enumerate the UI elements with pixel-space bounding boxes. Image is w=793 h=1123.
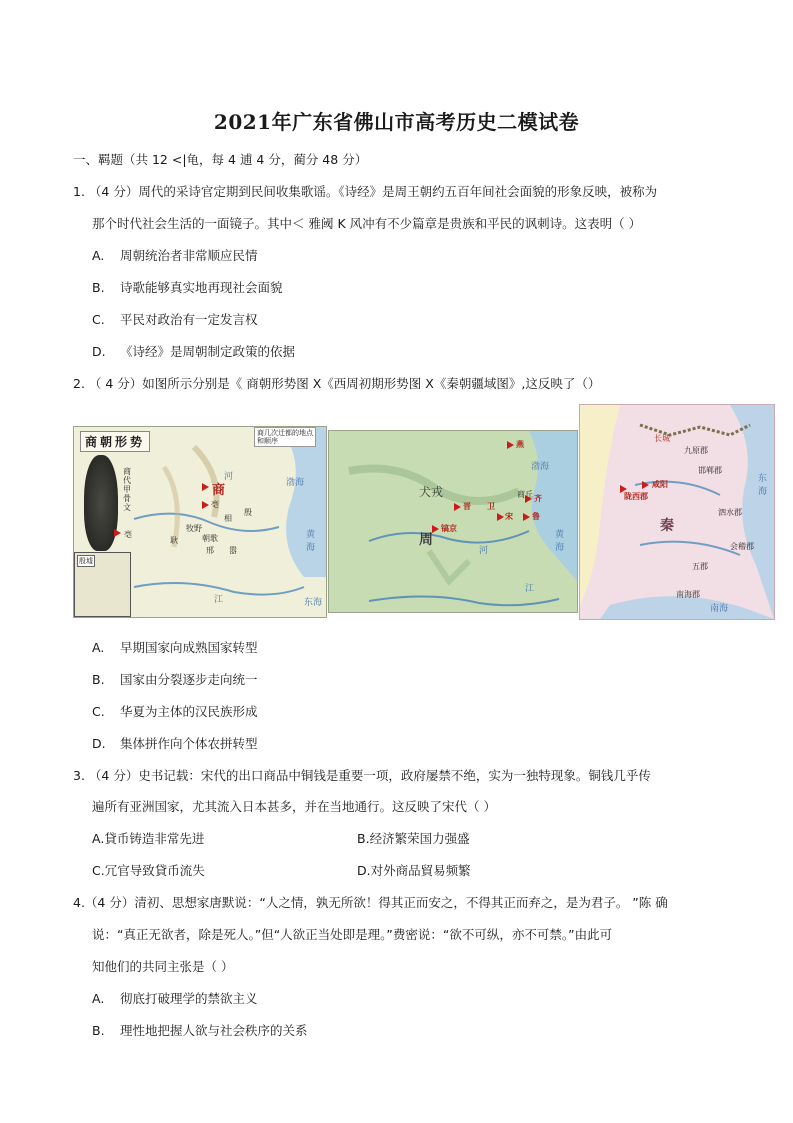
capital-flag xyxy=(507,441,514,449)
page-title: 2021年广东省佛山市高考历史二模试卷 xyxy=(213,110,580,134)
place-label: 殷 xyxy=(244,508,252,517)
water-label: 黄海 xyxy=(555,530,565,553)
map-title: 商朝形势 xyxy=(80,431,150,452)
question-2-option-d[interactable] xyxy=(92,734,258,752)
western-zhou-map xyxy=(328,430,578,613)
qin-territory-map xyxy=(579,404,775,620)
water-label: 河 xyxy=(479,546,489,556)
legend-text: 商几次迁都的地点和顺序 xyxy=(257,429,313,445)
option-label: B. xyxy=(92,1023,105,1038)
option-label: A. xyxy=(92,831,105,846)
inset-label: 殷墟 xyxy=(79,557,93,565)
water-label: 江 xyxy=(525,584,535,594)
capital-flag xyxy=(114,529,121,537)
option-text: 经济繁荣国力强盛 xyxy=(369,831,470,846)
question-1-stem-line-1: 1. （4 分）周代的采诗官定期到民间收集歌谣。《诗经》是周王朝约五百年间社会面貌的形象反映，被称为 xyxy=(73,184,658,199)
water-label: 河 xyxy=(224,472,234,482)
capital-flag xyxy=(202,483,209,491)
question-3-option-d[interactable] xyxy=(357,861,471,879)
place-label: 相 xyxy=(224,514,232,523)
option-label: B. xyxy=(92,672,105,687)
place-label: 九原郡 xyxy=(684,446,708,455)
question-3-stem-line-1: 3. （4 分）史书记载：宋代的出口商品中铜钱是重要一项，政府屡禁不绝，实为一独特现象。铜钱几乎传 xyxy=(73,768,651,783)
question-4-option-b[interactable] xyxy=(92,1021,308,1039)
option-text: 平民对政治有一定发言权 xyxy=(120,312,258,327)
question-4-stem-line-3: 知他们的共同主张是（ ） xyxy=(92,959,234,974)
state-label: 秦 xyxy=(660,518,674,534)
plate-caption: 商代甲骨文 xyxy=(123,467,131,512)
map-legend xyxy=(254,427,316,447)
question-3-option-a[interactable] xyxy=(92,829,204,847)
capital-flag xyxy=(497,513,504,521)
state-label: 镐京 xyxy=(441,524,457,533)
state-label: 宋 xyxy=(505,512,513,521)
option-text: 《诗经》是周朝制定政策的依据 xyxy=(120,344,296,359)
option-text: 理性地把握人欲与社会秩序的关系 xyxy=(120,1023,308,1038)
question-1-option-a[interactable] xyxy=(92,246,258,264)
question-1-stem-line-2: 那个时代社会生活的一面镜子。其中＜ 雅阈 K 风冲有不少篇章是贵族和平民的讽刺诗。这表明（ ） xyxy=(92,216,642,231)
place-label: 耿 xyxy=(170,536,178,545)
history-maps xyxy=(73,404,773,622)
option-label: A. xyxy=(92,640,105,655)
place-label: 会稽郡 xyxy=(730,542,754,551)
place-label: 咸阳 xyxy=(652,480,668,489)
place-label: 南海郡 xyxy=(676,590,700,599)
question-2-stem: 2. （ 4 分）如图所示分别是《 商朝形势图 X《西周初期形势图 X《秦朝疆域图》,这反映了（） xyxy=(73,376,601,391)
capital-flag xyxy=(454,503,461,511)
option-text: 华夏为主体的汉民族形成 xyxy=(120,704,258,719)
state-label: 周 xyxy=(419,532,433,548)
option-text: 国家由分裂逐步走向统一 xyxy=(120,672,258,687)
water-label: 江 xyxy=(214,595,224,605)
option-label: A. xyxy=(92,248,105,263)
place-label: 牧野 xyxy=(186,524,202,533)
place-label: 五郡 xyxy=(692,562,708,571)
capital-flag xyxy=(642,481,649,489)
state-label: 犬戎 xyxy=(419,485,444,499)
option-label: D. xyxy=(357,863,371,878)
place-label: 朝歌 xyxy=(202,534,218,543)
question-3-stem-line-2: 遍所有亚洲国家，尤其流入日本甚多，并在当地通行。这反映了宋代（ ） xyxy=(92,799,496,814)
question-1-option-d[interactable] xyxy=(92,342,295,360)
question-2-option-b[interactable] xyxy=(92,670,258,688)
option-text: 对外商品貿易频繁 xyxy=(370,863,471,878)
option-text: 貸币铸造非常先进 xyxy=(104,831,205,846)
option-label: B. xyxy=(92,280,105,295)
capital-flag xyxy=(523,513,530,521)
water-label: 黄海 xyxy=(306,530,316,553)
state-label: 晋 xyxy=(463,502,471,511)
state-label-shang: 商 xyxy=(212,483,226,498)
option-label: B. xyxy=(357,831,370,846)
water-label: 东海 xyxy=(758,474,768,497)
place-label: 商丘 xyxy=(517,490,533,499)
water-label: 东海 xyxy=(304,598,323,608)
qin-map-terrain xyxy=(580,405,774,619)
question-1-option-b[interactable] xyxy=(92,278,283,296)
shang-dynasty-map xyxy=(73,426,327,618)
option-label: C. xyxy=(92,312,105,327)
option-text: 诗歌能够真实地再现社会面貌 xyxy=(120,280,283,295)
question-3-option-b[interactable] xyxy=(357,829,470,847)
option-label: A. xyxy=(92,991,105,1006)
yinxu-inset-map xyxy=(74,552,131,617)
option-label: C. xyxy=(92,863,105,878)
place-label: 陇西郡 xyxy=(624,492,648,501)
option-label: C. xyxy=(92,704,105,719)
option-label: D. xyxy=(92,344,106,359)
option-text: 彻底打破理学的禁欲主义 xyxy=(120,991,258,1006)
option-text: 冗官导致貸币流失 xyxy=(104,863,205,878)
section-header: 一、羁题（共 12 <|龟，每 4 逋 4 分，蔺分 48 分） xyxy=(73,152,368,167)
water-label: 南海 xyxy=(710,604,729,614)
place-label: 邯郸郡 xyxy=(698,466,722,475)
place-label: 泗水郡 xyxy=(718,508,742,517)
great-wall-label: 长城 xyxy=(654,434,670,443)
capital-flag xyxy=(202,501,209,509)
question-1-option-c[interactable] xyxy=(92,310,258,328)
question-2-option-c[interactable] xyxy=(92,702,258,720)
option-text: 周朝统治者非常顺应民情 xyxy=(120,248,258,263)
option-text: 集体拼作向个体农拼转型 xyxy=(120,736,258,751)
place-label: 邢 xyxy=(206,546,214,555)
option-text: 早期国家向成熟国家转型 xyxy=(120,640,258,655)
state-label: 鲁 xyxy=(532,512,540,521)
question-3-option-c[interactable] xyxy=(92,861,205,879)
capital-flag xyxy=(432,525,439,533)
water-label: 渤海 xyxy=(531,462,550,472)
place-label: 嚣 xyxy=(229,546,237,555)
water-label: 渤海 xyxy=(286,478,305,488)
question-4-option-a[interactable] xyxy=(92,989,258,1007)
option-label: D. xyxy=(92,736,106,751)
state-label: 齐 xyxy=(534,494,542,503)
question-2-option-a[interactable] xyxy=(92,638,258,656)
state-label: 燕 xyxy=(516,440,524,449)
question-4-stem-line-2: 说：“真正无欲者，除是死人。”但“人欲正当处即是理。”费密说：“欲不可纵，亦不可禁。”由此可 xyxy=(92,927,613,942)
oracle-bone-image xyxy=(84,455,118,551)
state-label: 卫 xyxy=(487,502,495,511)
place-label: 亳 xyxy=(124,530,132,539)
place-label: 亳 xyxy=(211,500,219,509)
question-4-stem-line-1: 4.（4 分）清初、思想家唐默说：“人之情，孰无所欲！得其正而安之，不得其正而弃之，是为君子。 ”陈 确 xyxy=(73,895,668,910)
